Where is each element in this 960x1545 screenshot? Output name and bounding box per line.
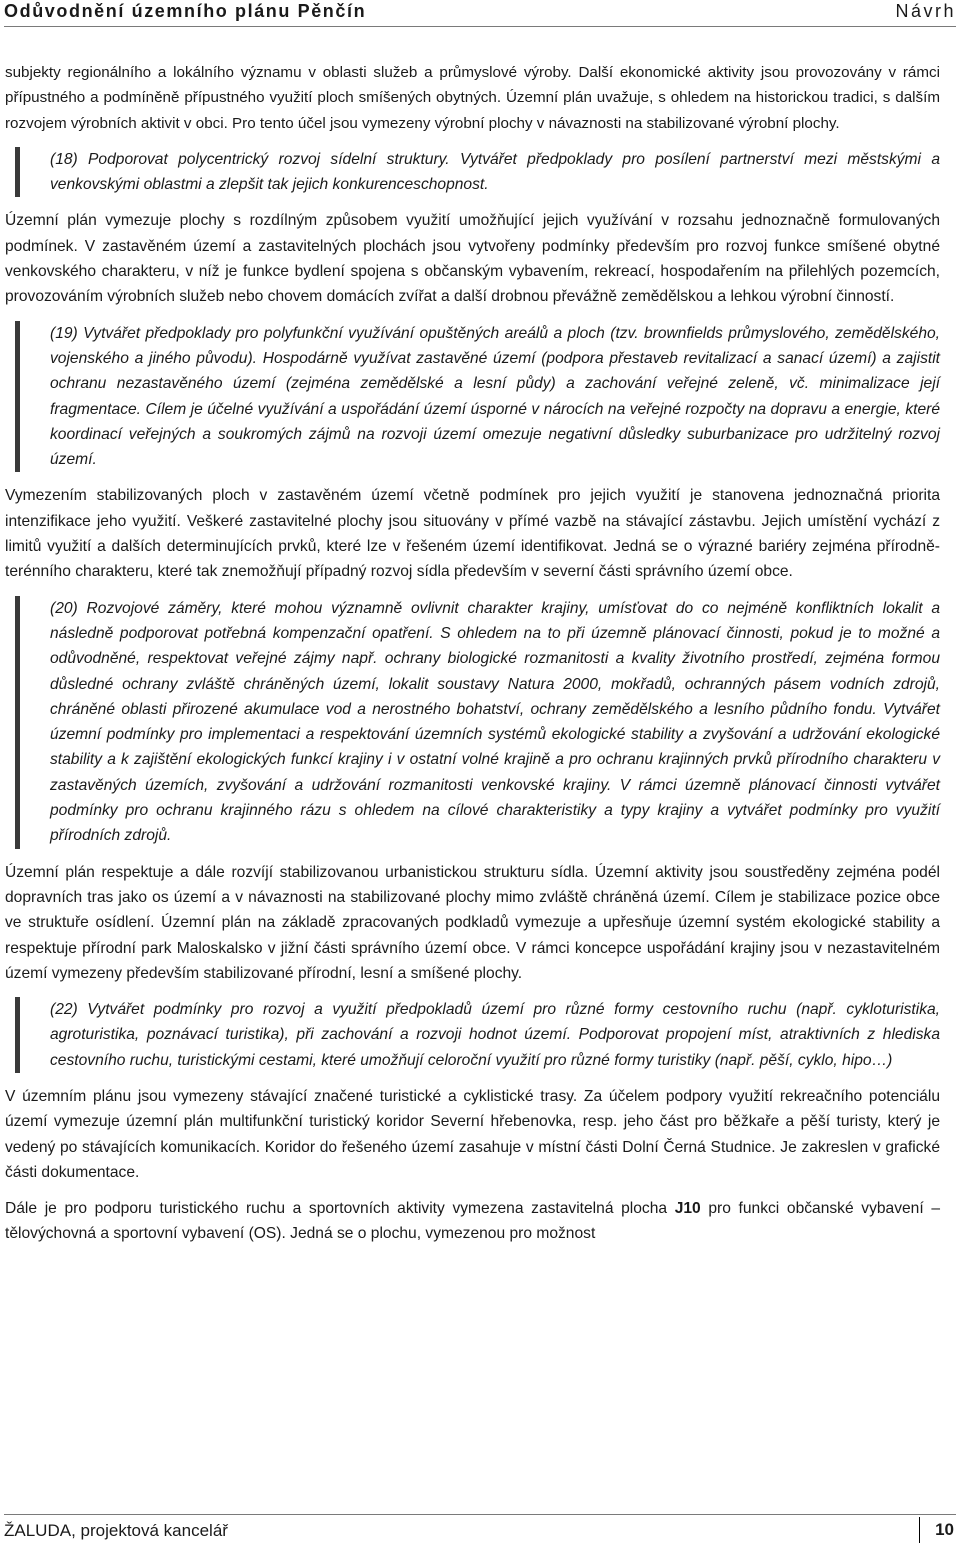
area-code: J10 [674,1200,701,1218]
quote-text: (19) Vytvářet předpoklady pro polyfunkční využívání opuštěných areálů a ploch (tzv. brownfields průmyslového, zemědělského, vojenského a jiného původu). Hospodárně využívat zastavěné území (podpora přestaveb revitalizací a sanací území) a zajistit ochranu nezastavěného území (zejména zemědělské a lesní půdy) a zachování veřejné zeleně, vč. minimalizace její fragmentace. Cílem je účelné využívání a uspořádání území úsporné v nárocích na veřejné rozpočty na dopravu a energie, které koordinací veřejných a soukromých zájmů na rozvoji území omezuje negativní důsledky suburbanizace pro udržitelný rozvoj území. [50,324,940,469]
body-paragraph: V územním plánu jsou vymezeny stávající značené turistické a cyklistické trasy. Za účelem podpory využití rekreačního potenciálu území vymezuje územní plán multifunkční turistický koridor Severní hřebenovka, resp. jeho část pro běžkaře a pěší turisty, který je vedený po stávajících komunikacích. Koridor do řešeného území zasahuje v místní části Dolní Černá Studnice. Je zakreslen v grafické části dokumentace. [5,1087,940,1181]
body-paragraph: Územní plán respektuje a dále rozvíjí stabilizovanou urbanistickou strukturu sídla. Územní aktivity jsou soustředěny zejména podél dopravních tras jako os území a v návaznosti na stabilizované plochy mimo zvláště chráněná území. Cílem je stabilizace pozice obce ve struktuře osídlení. Územní plán na základě zpracovaných podkladů vymezuje a upřesňuje územní systém ekologické stability a respektuje přírodní park Maloskalsko v jižní části správního území obce. V rámci koncepce uspořádání krajiny jsou v nezastavitelném území vymezeny především stabilizované přírodní, lesní a smíšené plochy. [5,863,940,982]
priority-quote-19 [15,321,940,473]
paragraph-text: Dále je pro podporu turistického ruchu a sportovních aktivity vymezena zastavitelná plocha [5,1200,675,1218]
quote-text: (18) Podporovat polycentrický rozvoj sídelní struktury. Vytvářet předpoklady pro posílení partnerství mezi městskými a venkovskými oblastmi a zlepšit tak jejich konkurenceschopnost. [50,150,940,194]
document-title: Odůvodnění územního plánu Pěnčín [4,1,367,21]
page-footer [4,1514,956,1545]
quote-text: (22) Vytvářet podmínky pro rozvoj a využití předpokladů území pro různé formy cestovního ruchu (např. cykloturistika, agroturistika, poznávací turistika), při zachování a rozvoji hodnot území. Podporovat propojení míst, atraktivních z hlediska cestovního ruchu, turistickými cestami, které umožňují celoroční využití pro různé formy turistiky (např. pěší, cyklo, hipo…) [50,1001,940,1069]
priority-quote-22 [15,997,940,1073]
priority-quote-20 [15,596,940,849]
document-status: Návrh [895,1,956,21]
body-paragraph: Územní plán vymezuje plochy s rozdílným způsobem využití umožňující jejich využívání v rozsahu jednoznačně formulovaných podmínek. V zastavěném území a zastavitelných plochách jsou vytvořeny podmínky především pro rozvoj funkce smíšené obytné venkovského charakteru, v níž je funkce bydlení spojena s občanským vybavením, rekreací, hospodařením na přilehlých pozemcích, provozováním výrobních služeb nebo chovem domácích zvířat a další drobnou převážně zemědělskou a lehkou výrobní činností. [5,212,940,306]
body-paragraph [5,1196,940,1247]
body-paragraph: subjekty regionálního a lokálního významu v oblasti služeb a průmyslové výroby. Další ekonomické aktivity jsou provozovány v rámci přípustného a podmíněně přípustného využití ploch smíšených obytných. Územní plán uvažuje, s ohledem na historickou tradici, s dalším rozvojem výrobních aktivit v obci. Pro tento účel jsou vymezeny výrobní plochy v návaznosti na stabilizované výrobní plochy. [5,64,940,132]
page-number: 10 [919,1517,956,1543]
quote-text: (20) Rozvojové záměry, které mohou významně ovlivnit charakter krajiny, umísťovat do co nejméně konfliktních lokalit a následně podporovat potřebná kompenzační opatření. S ohledem na to při územně plánovací činnosti, pokud je to možné a odůvodněné, respektovat veřejné zájmy např. ochrany biologické rozmanitosti a kvality životního prostředí, zejména formou důsledné ochrany zvláště chráněných území, lokalit soustavy Natura 2000, mokřadů, ochranných pásem vodních zdrojů, chráněné oblasti přirozené akumulace vod a nerostného bohatství, ochrany zemědělského a lesního půdního fondu. Vytvářet územní podmínky pro implementaci a respektování územních systémů ekologické stability a zvyšování a udržování ekologické stability a k zajištění ekologických funkcí krajiny i v ostatní volné krajině a pro ochranu krajinných prvků přírodního charakteru v zastavěných územích, zvyšování a udržování rozmanitosti venkovské krajiny. V rámci územně plánovací činnosti vytvářet podmínky pro ochranu krajinného rázu s ohledem na cílové charakteristiky a typy krajiny a vytvářet podmínky pro využití přírodních zdrojů. [50,599,940,845]
page-header [4,0,956,27]
page-body [5,60,940,1247]
priority-quote-18 [15,147,940,198]
paragraph-text: pro funkci občanské vybavení – tělovýchovná a sportovní vybavení (OS). Jedná se o plochu, vymezenou pro možnost [5,1200,940,1243]
body-paragraph: Vymezením stabilizovaných ploch v zastavěném území včetně podmínek pro jejich využití je stanovena jednoznačná priorita intenzifikace jeho využití. Veškeré zastavitelné plochy jsou situovány v přímé vazbě na stávající zástavbu. Jejich umístění vychází z limitů využití a dalších determinujících prvků, které lze v řešeném území identifikovat. Jedná se o výrazné bariéry zejména přírodně-terénního charakteru, které tak znemožňují případný rozvoj sídla především v severní části správního území obce. [5,487,940,581]
company-name: ŽALUDA, projektová kancelář [4,1521,228,1540]
